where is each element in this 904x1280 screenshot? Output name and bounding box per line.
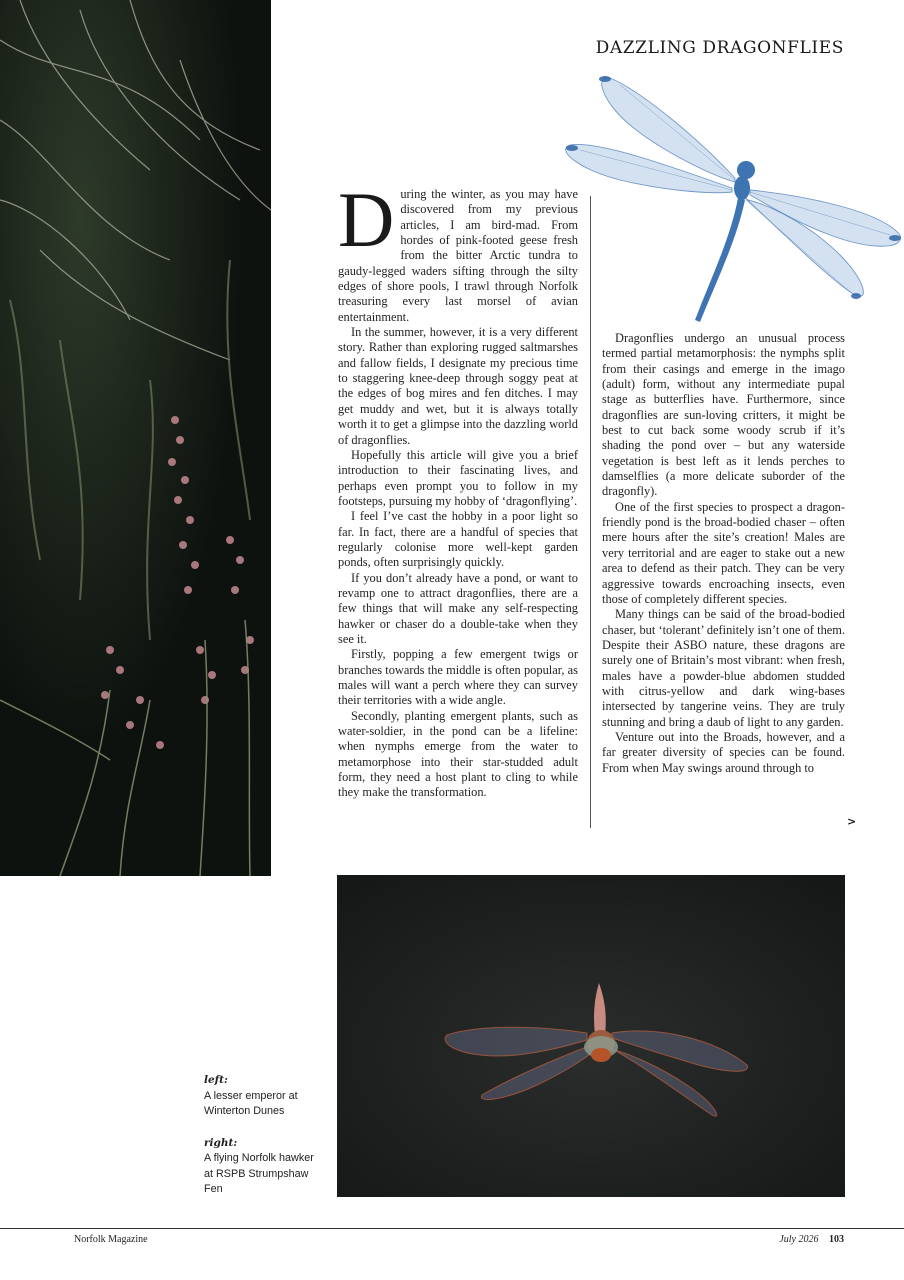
section-title: DAZZLING DRAGONFLIES [595, 38, 844, 58]
article-column-left [338, 176, 578, 801]
caption-right [204, 1136, 324, 1198]
column-divider [590, 196, 591, 828]
paragraph: Secondly, planting emergent plants, such as water-soldier, in the pond can be a lifeline: when nymphs emerge from the water to metamorphose into their star-studded adult form, they need a host plant to cling to while they make the transformation. [338, 708, 578, 800]
paragraph: Many things can be said of the broad-bodied chaser, but ‘tolerant’ definitely isn’t one of them. Despite their ASBO nature, these dragons are surely one of Britain’s most vibrant: when fresh, males have a powder-blue abdomen studded with citrus-yellow and dark wing-bases intersected by tangerine veins. They are truly stunning and bring a daub of light to any garden. [602, 607, 845, 729]
footer-publication: Norfolk Magazine [74, 1234, 148, 1245]
paragraph: Hopefully this article will give you a brief introduction to their fascinating lives, and perhaps even prompt you to follow in my footsteps, pursuing my hobby of ‘dragonflying’. [338, 447, 578, 508]
paragraph-text: uring the winter, as you may have discovered from my previous articles, I am bird-mad. From hordes of pink-footed geese fresh from the bitter Arctic tundra to gaudy-legged waders sifting through the silty edges of shore pools, I trawl through Norfolk treasuring every last morsel of avian entertainment. [338, 187, 578, 324]
left-photo-heather [0, 0, 271, 876]
dragonfly-illustration [560, 70, 904, 330]
bottom-photo-hawker [337, 875, 845, 1197]
footer-date: July 2026 [779, 1234, 819, 1245]
photo-captions [204, 1073, 324, 1214]
dragonfly-drawing [560, 70, 904, 330]
heather-photo-graphic [0, 0, 271, 876]
paragraph: If you don’t already have a pond, or want to revamp one to attract dragonflies, there are a few things that will make any self-respecting hawker or chaser do a double-take when they see it. [338, 570, 578, 646]
paragraph: One of the first species to prospect a dragon-friendly pond is the broad-bodied chaser – often mere hours after the site’s creation! Males are very territorial and are eager to stake out a new area to defend as their patch. They can be very aggressive towards encroaching insects, even those of completely different species. [602, 499, 845, 606]
footer-folio [779, 1234, 844, 1245]
footer-rule [0, 1228, 904, 1229]
caption-text: A lesser emperor at Winterton Dunes [204, 1089, 298, 1117]
paragraph: I feel I’ve cast the hobby in a poor light so far. In fact, there are a handful of species that regularly colonise more well-kept garden ponds, often surprisingly quickly. [338, 509, 578, 570]
page-number: 103 [829, 1234, 844, 1245]
paragraph: In the summer, however, it is a very different story. Rather than exploring rugged saltmarshes and fallow fields, I designate my precious time to staggering knee-deep through soggy peat at the edges of bog mires and fen ditches. I may get muddy and wet, but it is always totally worth it to get a glimpse into the dazzling world of dragonflies. [338, 325, 578, 447]
caption-text: A flying Norfolk hawker at RSPB Strumpshaw Fen [204, 1152, 314, 1195]
caption-label: right: [204, 1136, 238, 1149]
paragraph [338, 176, 578, 325]
drop-cap: D [338, 176, 395, 263]
paragraph: Dragonflies undergo an unusual process termed partial metamorphosis: the nymphs split from their casings and emerge in the imago (adult) form, without any intermediate pupal stage as butterflies have. Furthermore, since dragonflies are sun-loving critters, it might be best to cut back some woody scrub if it’s shading the pond over – but any waterside vegetation is best left as it lends perches to damselflies (a more delicate suborder of the dragonfly). [602, 331, 845, 499]
paragraph: Venture out into the Broads, however, and a far greater diversity of species can be found. From when May swings around through to [602, 729, 845, 775]
article-column-right [602, 331, 845, 776]
continue-arrow-icon: > [847, 815, 857, 828]
caption-label: left: [204, 1074, 228, 1086]
hawker-photo-graphic [337, 875, 845, 1197]
paragraph: Firstly, popping a few emergent twigs or branches towards the middle is often popular, as males will want a perch where they can survey their territories with a wide angle. [338, 647, 578, 708]
caption-left [204, 1073, 324, 1120]
